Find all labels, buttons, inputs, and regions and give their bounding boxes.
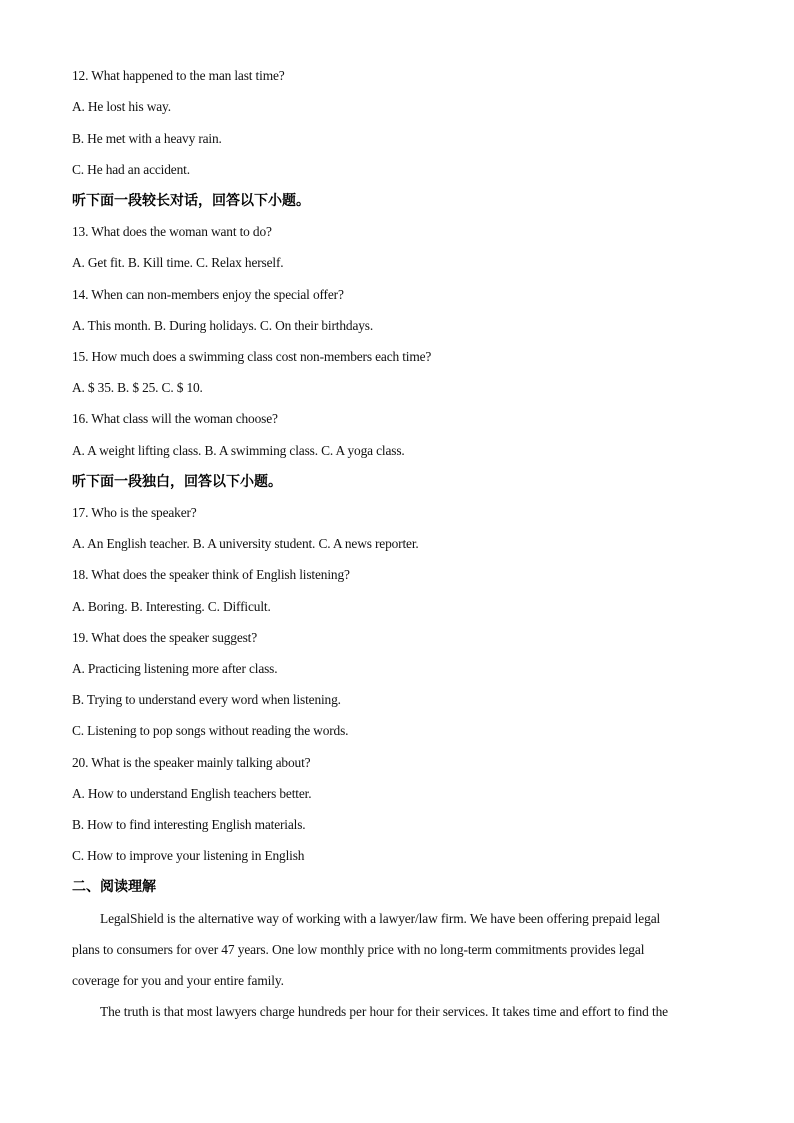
question-20-option-b: B. How to find interesting English materials. — [72, 817, 306, 832]
question-20-option-a: A. How to understand English teachers better. — [72, 786, 312, 801]
question-12-option-a: A. He lost his way. — [72, 99, 171, 114]
question-12-option-c: C. He had an accident. — [72, 162, 190, 177]
passage-paragraph-2-line-1: The truth is that most lawyers charge hundreds per hour for their services. It takes time and effort to find the — [100, 1004, 669, 1019]
question-17-options: A. An English teacher. B. A university student. C. A news reporter. — [72, 536, 419, 551]
question-13-options: A. Get fit. B. Kill time. C. Relax herself. — [72, 255, 284, 270]
question-12-option-b: B. He met with a heavy rain. — [72, 131, 222, 146]
question-17: 17. Who is the speaker? — [72, 505, 197, 520]
question-18-options: A. Boring. B. Interesting. C. Difficult. — [72, 599, 271, 614]
question-19-option-a: A. Practicing listening more after class. — [72, 661, 278, 676]
question-19-option-c: C. Listening to pop songs without reading the words. — [72, 723, 349, 738]
question-16-options: A. A weight lifting class. B. A swimming class. C. A yoga class. — [72, 443, 405, 458]
question-19-option-b: B. Trying to understand every word when listening. — [72, 692, 341, 707]
question-15: 15. How much does a swimming class cost non-members each time? — [72, 349, 432, 364]
section-heading-reading: 二、阅读理解 — [72, 879, 156, 895]
question-16: 16. What class will the woman choose? — [72, 411, 278, 426]
question-20: 20. What is the speaker mainly talking about? — [72, 755, 311, 770]
question-12: 12. What happened to the man last time? — [72, 68, 285, 83]
passage-paragraph-1-line-2: plans to consumers for over 47 years. One low monthly price with no long-term commitments provides legal — [72, 942, 645, 957]
question-15-options: A. $ 35. B. $ 25. C. $ 10. — [72, 380, 203, 395]
passage-paragraph-1-line-3: coverage for you and your entire family. — [72, 973, 284, 988]
question-13: 13. What does the woman want to do? — [72, 224, 272, 239]
question-14-options: A. This month. B. During holidays. C. On their birthdays. — [72, 318, 374, 333]
question-20-option-c: C. How to improve your listening in English — [72, 848, 305, 863]
question-18: 18. What does the speaker think of English listening? — [72, 567, 350, 582]
question-19: 19. What does the speaker suggest? — [72, 630, 258, 645]
passage-paragraph-1-line-1: LegalShield is the alternative way of working with a lawyer/law firm. We have been offering prepaid legal — [100, 911, 661, 926]
section-heading-monologue: 听下面一段独白，回答以下小题。 — [72, 474, 282, 490]
section-heading-long-dialogue: 听下面一段较长对话，回答以下小题。 — [72, 193, 310, 209]
question-14: 14. When can non-members enjoy the special offer? — [72, 287, 344, 302]
